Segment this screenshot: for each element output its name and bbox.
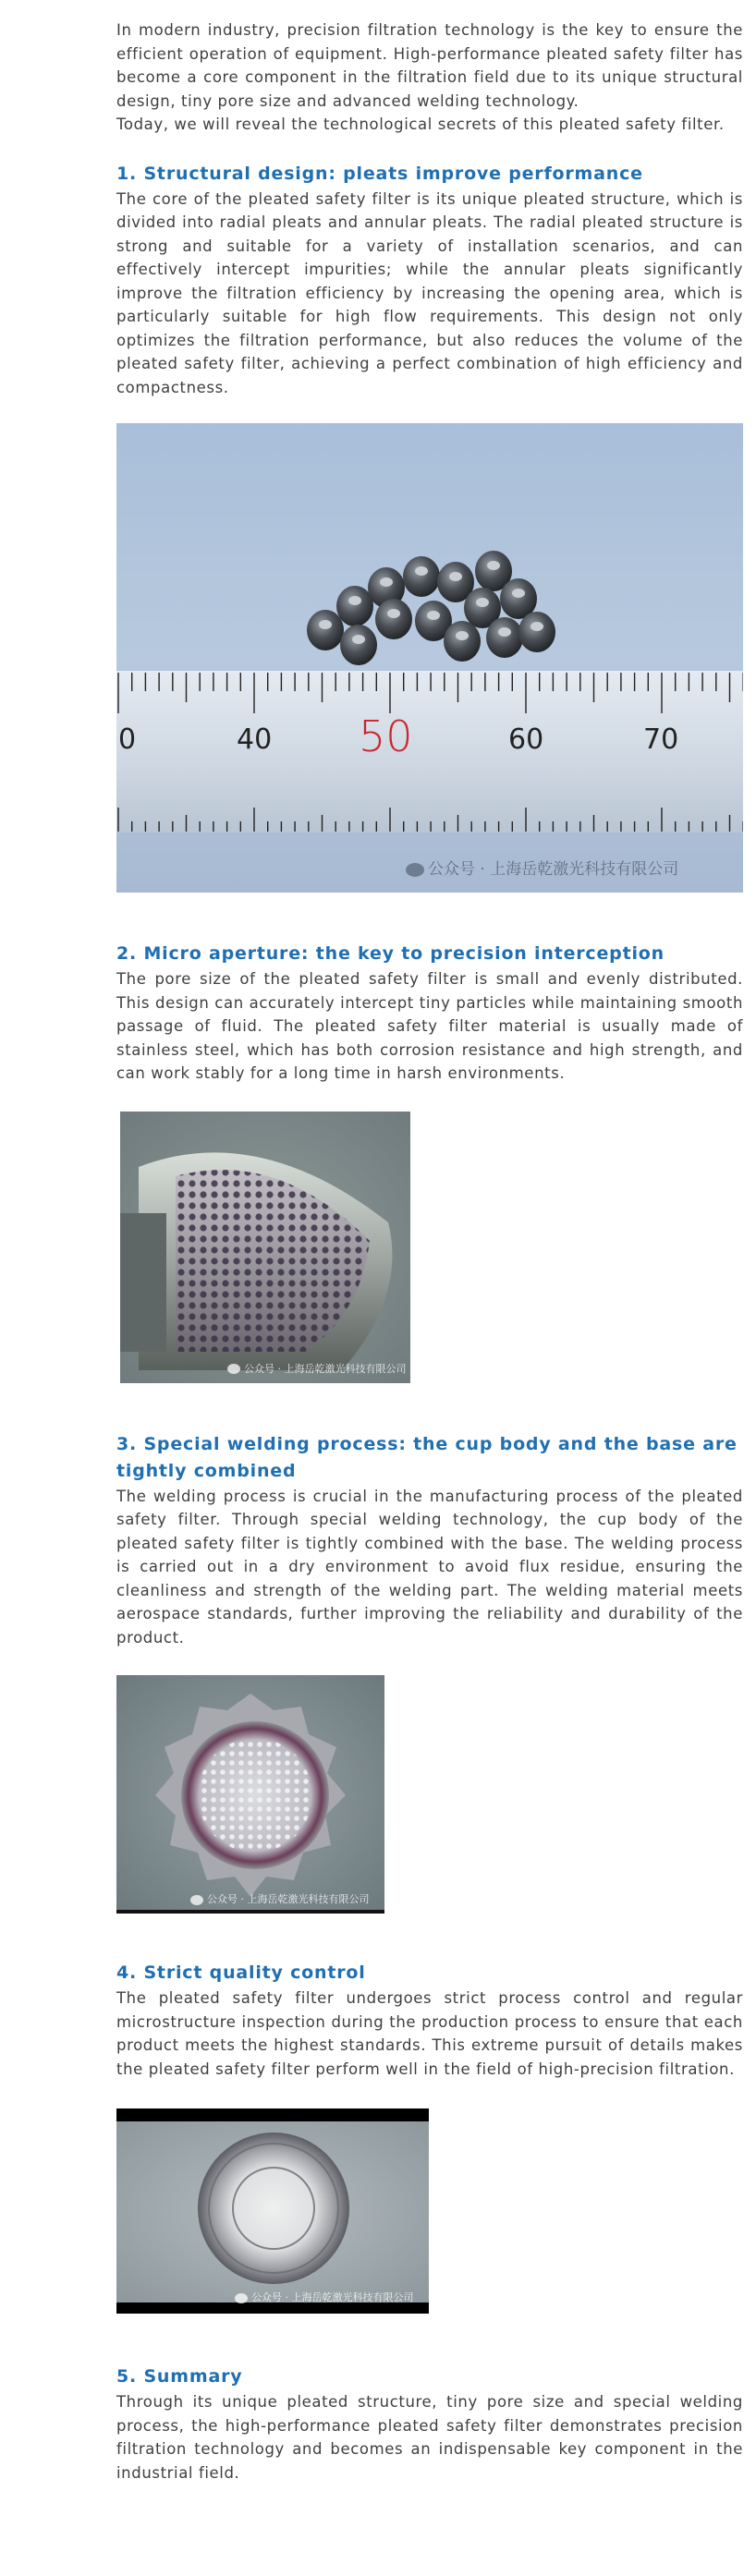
ruler-number-40: 40 <box>237 723 273 756</box>
intro-paragraph-2: Today, we will reveal the technological secrets of this pleated safety filter. <box>116 115 725 133</box>
watermark-4 <box>235 2290 414 2304</box>
section-2-body: The pore size of the pleated safety filter is small and evenly distributed. This design can accurately intercept tiny particles while maintaining smooth passage of fluid. The pleated safety filter material is usually made of stainless steel, which has both corrosion resistance and high strength, and can work stably for a long time in harsh environments. <box>116 970 743 1082</box>
filter-closeup-graphic <box>120 1112 410 1383</box>
article <box>116 18 743 2485</box>
ruler-number-0: 0 <box>118 723 137 756</box>
section-5-body: Through its unique pleated structure, tiny pore size and special welding process, the high-performance pleated safety filter demonstrates precision filtration technology and becomes an indispensable key component in the industrial field. <box>116 2393 743 2482</box>
filters-on-ruler-graphic <box>116 423 743 893</box>
section-4-body: The pleated safety filter undergoes strict process control and regular microstructure inspection during the production process to ensure that each product meets the highest standards. This extreme pursuit of details makes the pleated safety filter perform well in the field of high-precision filtration. <box>116 1989 743 2078</box>
section-4-title: 4. Strict quality control <box>116 1962 366 1983</box>
watermark-2 <box>227 1361 407 1376</box>
wechat-icon <box>190 1895 203 1905</box>
watermark-text-4: 公众号 · 上海岳乾激光科技有限公司 <box>251 2291 414 2303</box>
wechat-icon <box>406 863 424 877</box>
ruler-number-60: 60 <box>508 723 544 756</box>
filter-top-view-graphic <box>116 1675 384 1914</box>
section-3-title: 3. Special welding process: the cup body and the base are tightly combined <box>116 1433 738 1481</box>
filter-inspection-image <box>116 2108 429 2314</box>
wechat-icon <box>235 2293 248 2303</box>
intro-paragraph-1: In modern industry, precision filtration technology is the key to ensure the efficient operation of equipment. High-performance pleated safety filter has become a core component in the filtration field due to its unique structural design, tiny pore size and advanced welding technology. <box>116 21 743 110</box>
watermark-text-1: 公众号 · 上海岳乾激光科技有限公司 <box>428 860 679 879</box>
wechat-icon <box>227 1364 240 1374</box>
watermark-1 <box>406 856 678 879</box>
watermark-3 <box>190 1891 370 1906</box>
watermark-text-2: 公众号 · 上海岳乾激光科技有限公司 <box>244 1362 407 1375</box>
watermark-text-3: 公众号 · 上海岳乾激光科技有限公司 <box>207 1893 370 1905</box>
ruler-number-50: 50 <box>359 711 413 761</box>
section-3-body: The welding process is crucial in the manufacturing process of the pleated safety filter. Through special welding technology, the cup body of the pleated safety filter is tightly combined with the base. The welding process is carried out in a dry environment to avoid flux residue, ensuring the cleanliness and strength of the welding part. The welding material meets aerospace standards, further improving the reliability and durability of the product. <box>116 1487 743 1646</box>
section-1-title: 1. Structural design: pleats improve performance <box>116 163 643 184</box>
filters-on-ruler-image <box>116 423 743 893</box>
filter-top-view-image <box>116 1675 384 1914</box>
filter-inspection-graphic <box>116 2108 429 2314</box>
filter-closeup-image <box>120 1112 410 1383</box>
ruler-number-70: 70 <box>643 723 679 756</box>
section-2-title: 2. Micro aperture: the key to precision interception <box>116 943 665 964</box>
section-5-title: 5. Summary <box>116 2366 243 2387</box>
section-1-body: The core of the pleated safety filter is its unique pleated structure, which is divided into radial pleats and annular pleats. The radial pleated structure is strong and suitable for a variety of installation scenarios, and can effectively intercept impurities; while the annular pleats significantly improve the filtration efficiency by increasing the opening area, which is particularly suitable for high flow requirements. This design not only optimizes the filtration performance, but also reduces the volume of the pleated safety filter, achieving a perfect combination of high efficiency and compactness. <box>116 189 743 396</box>
